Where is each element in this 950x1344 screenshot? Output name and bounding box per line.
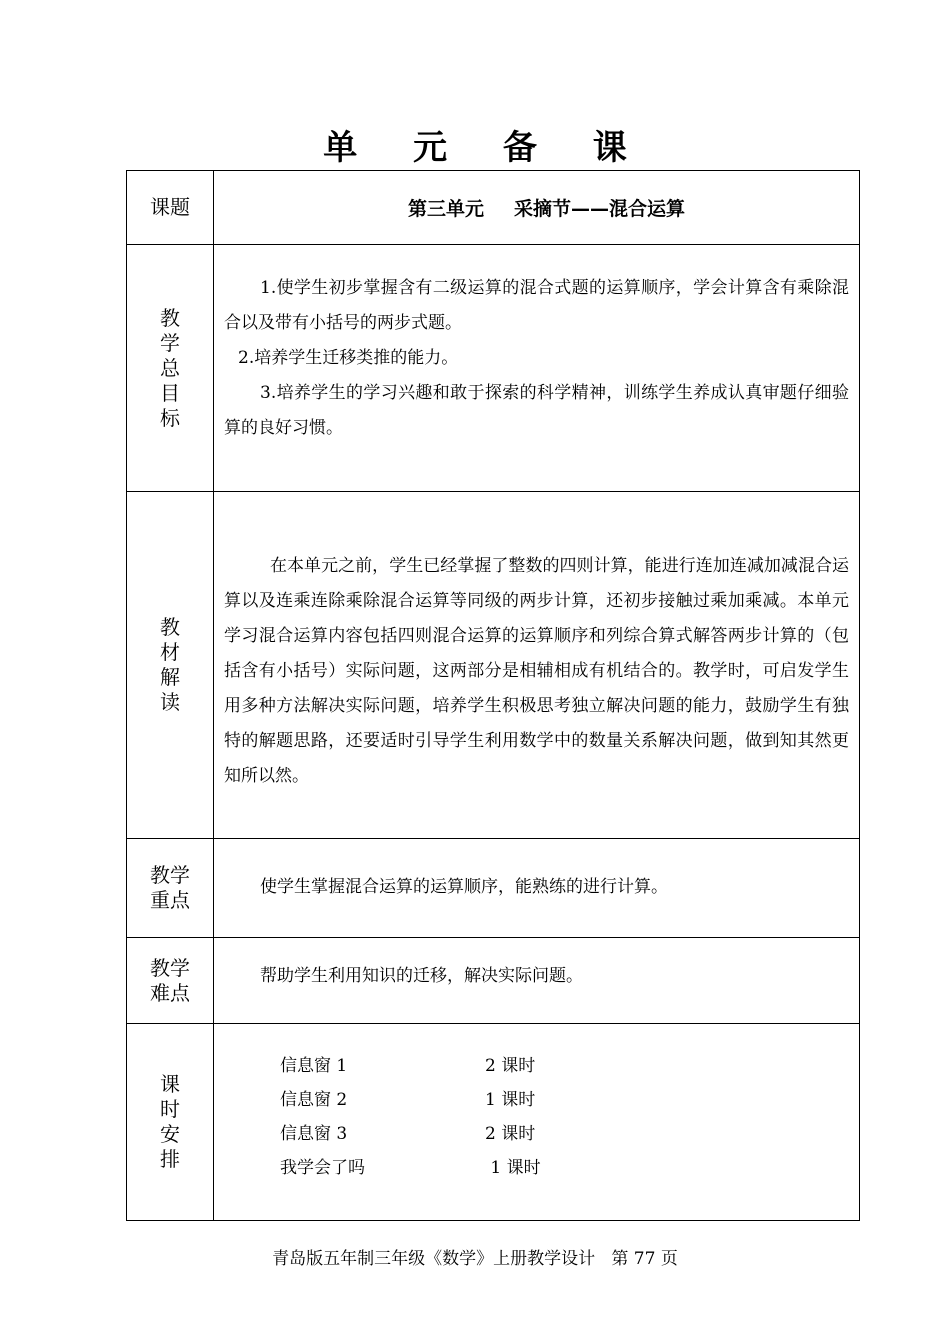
goal-item: 2.培养学生迁移类推的能力。 <box>238 347 459 368</box>
schedule-list <box>214 1049 859 1185</box>
schedule-item <box>280 1083 859 1117</box>
key-row <box>127 839 860 938</box>
goals-cell <box>214 245 860 492</box>
page-footer: 青岛版五年制三年级《数学》上册教学设计 第 77 页 <box>272 1249 678 1269</box>
schedule-item-hours: 1 课时 <box>485 1158 541 1178</box>
schedule-item-name: 我学会了吗 <box>280 1158 365 1178</box>
goals-label: 教学总目标 <box>127 245 214 492</box>
goal-item: 3.培养学生的学习兴趣和敢于探索的科学精神，训练学生养成认真审题仔细验算的良好习惯。 <box>224 382 849 438</box>
topic-title <box>214 194 859 221</box>
schedule-item-name: 信息窗 1 <box>280 1056 348 1076</box>
schedule-cell <box>214 1024 860 1221</box>
topic-cell <box>214 171 860 245</box>
schedule-row <box>127 1024 860 1221</box>
schedule-label: 课时安排 <box>127 1024 214 1221</box>
goals-row <box>127 245 860 492</box>
material-row <box>127 492 860 839</box>
schedule-item-hours: 2 课时 <box>485 1124 536 1144</box>
difficulty-row <box>127 938 860 1024</box>
difficulty-cell <box>214 938 860 1024</box>
unit-name: 采摘节——混合运算 <box>514 198 686 220</box>
material-cell <box>214 492 860 839</box>
material-label: 教材解读 <box>127 492 214 839</box>
key-text: 使学生掌握混合运算的运算顺序，能熟练的进行计算。 <box>260 876 668 897</box>
schedule-item-name: 信息窗 2 <box>280 1090 348 1110</box>
topic-label: 课题 <box>127 171 214 245</box>
schedule-item <box>280 1151 859 1185</box>
schedule-item <box>280 1049 859 1083</box>
schedule-item <box>280 1117 859 1151</box>
schedule-item-name: 信息窗 3 <box>280 1124 348 1144</box>
difficulty-label: 教学难点 <box>127 938 214 1024</box>
difficulty-text: 帮助学生利用知识的迁移，解决实际问题。 <box>260 966 583 986</box>
schedule-item-hours: 2 课时 <box>485 1056 536 1076</box>
schedule-item-hours: 1 课时 <box>485 1090 536 1110</box>
unit-number: 第三单元 <box>407 198 484 220</box>
page-title: 单 元 备 课 <box>323 128 649 168</box>
material-text: 在本单元之前，学生已经掌握了整数的四则计算，能进行连加连减加减混合运算以及连乘连除乘除混合运算等同级的两步计算，还初步接触过乘加乘减。本单元学习混合运算内容包括四则混合运算的运算顺序和列综合算式解答两步计算的（包括含有小括号）实际问题，这两部分是相辅相成有机结合的。教学时，可启发学生用多种方法解决实际问题，培养学生积极思考独立解决问题的能力，鼓励学生有独特的解题思路，还要适时引导学生利用数学中的数量关系解决问题，做到知其然更知所以然。 <box>224 555 849 786</box>
goal-item: 1.使学生初步掌握含有二级运算的混合式题的运算顺序，学会计算含有乘除混合以及带有小括号的两步式题。 <box>224 277 849 333</box>
unit-plan-table <box>126 170 860 1221</box>
topic-row <box>127 171 860 245</box>
key-label: 教学重点 <box>127 839 214 938</box>
key-cell <box>214 839 860 938</box>
